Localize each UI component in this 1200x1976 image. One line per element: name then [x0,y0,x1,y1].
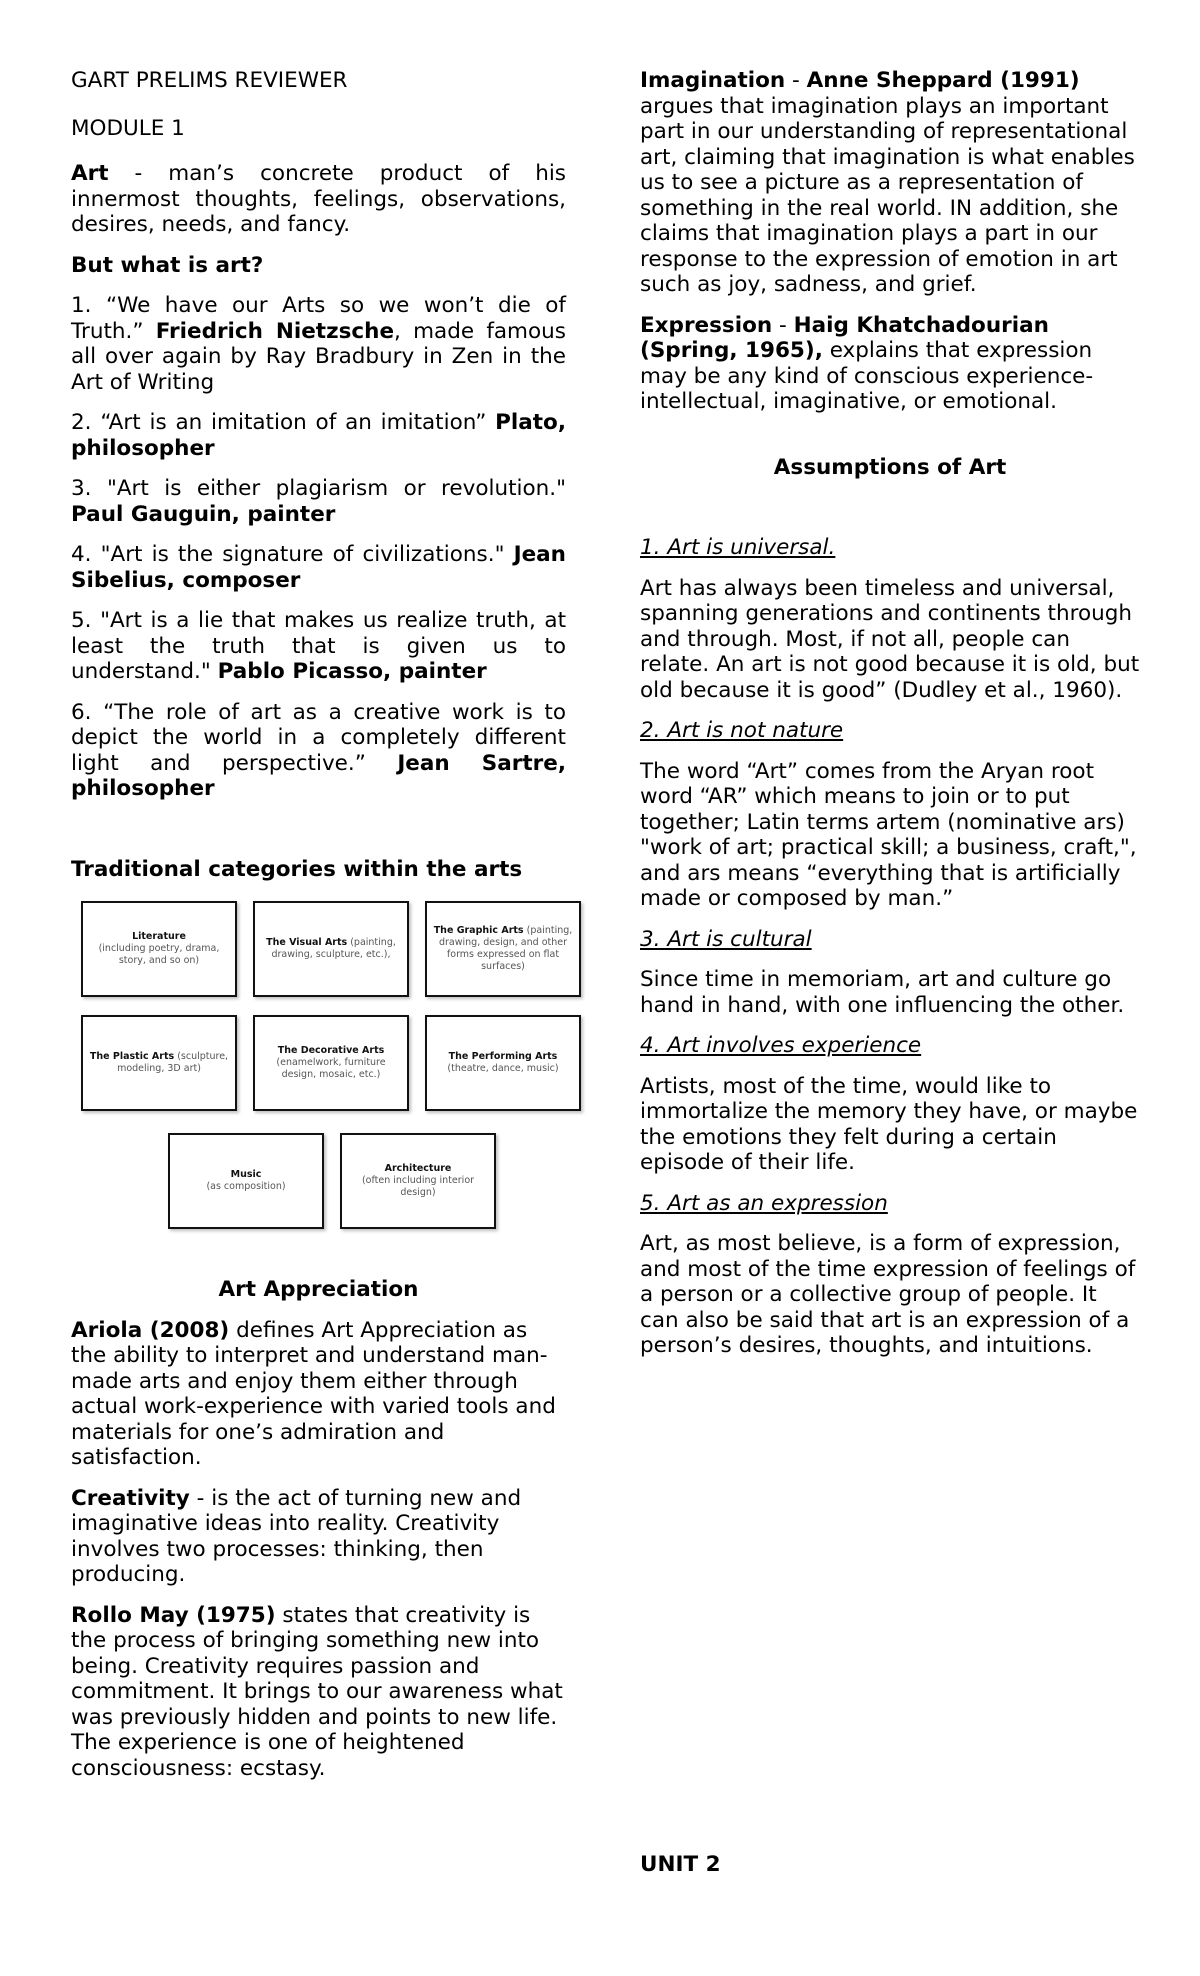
module-label: MODULE 1 [71,115,185,141]
imagination-paragraph: Imagination - Anne Sheppard (1991) argues that imagination plays an important part in our understanding of representational art, claiming that imagination is what enables us to see a picture as a representation of something in the real world. IN addition, she claims that imagination plays a part in our response to the expression of emotion in art such as joy, sadness, and grief. [640,68,1135,297]
category-card: The Decorative Arts (enamelwork, furniture design, mosaic, etc.) [253,1015,409,1111]
categories-heading: Traditional categories within the arts [71,856,523,882]
rollo-paragraph: Rollo May (1975) states that creativity is the process of bringing something new into being. Creativity requires passion and commitment. It brings to our awareness what was previously hidden and points to new life. The experience is one of heightened consciousness: ecstasy. [71,1602,563,1781]
quote-5: 5. "Art is a lie that makes us realize truth, at least the truth that is given us to understand." Pablo Picasso, painter [71,608,566,684]
quote-6: 6. “The role of art as a creative work is to depict the world in a completely different light and perspective.” Jean Sartre, philosopher [71,699,567,801]
creativity-paragraph: Creativity - is the act of turning new and imaginative ideas into reality. Creativity involves two processes: thinking, then producing. [71,1485,522,1587]
quote-1: 1. “We have our Arts so we won’t die of Truth.” Friedrich Nietzsche, made famous all over again by Ray Bradbury in Zen in the Art of Writing [71,293,566,395]
quote-4: 4. "Art is the signature of civilizations." Jean Sibelius, composer [71,542,566,593]
expression-paragraph: Expression - Haig Khatchadourian (Spring, 1965), explains that expression may be any kind of conscious experience-intellectual, imaginative, or emotional. [640,312,1094,414]
category-card: The Performing Arts (theatre, dance, music) [425,1015,581,1111]
category-card: Music (as composition) [168,1133,324,1229]
category-card: The Plastic Arts (sculpture, modeling, 3D art) [81,1015,237,1111]
assumption-heading: 1. Art is universal. [640,535,836,560]
category-card: Literature (including poetry, drama, story, and so on) [81,901,237,997]
art-term: Art [71,161,109,186]
assumption-text: The word “Art” comes from the Aryan root word “AR” which means to join or to put together; Latin terms artem (nominative ars) "work of art; practical skill; a business, craft,", and ars means “everything that is artificially made or composed by man.” [640,758,1137,911]
assumption-heading: 3. Art is cultural [640,926,812,952]
left-column [71,68,573,1796]
quote-2: 2. “Art is an imitation of an imitation” Plato, philosopher [71,410,566,461]
question-heading: But what is art? [71,252,264,278]
assumption-text: Art has always been timeless and universal, spanning generations and continents through and through. Most, if not all, people can relate. An art is not good because it is old, but old because it is good” (Dudley et al., 1960). [640,575,1140,703]
assumption-heading: 4. Art involves experience [640,1033,922,1058]
assumption-heading: 2. Art is not nature [640,718,844,743]
assumption-heading: 5. Art as an expression [640,1190,888,1216]
doc-title: GART PRELIMS REVIEWER [71,68,348,93]
assumptions-heading: Assumptions of Art [773,454,1007,480]
category-card: The Visual Arts (painting, drawing, sculpture, etc.), [253,901,409,997]
right-column [640,68,1140,1374]
assumption-text: Since time in memoriam, art and culture go hand in hand, with one influencing the other. [640,967,1125,1018]
category-card: Architecture (often including interior design) [340,1133,496,1229]
category-card: The Graphic Arts (painting, drawing, design, and other forms expressed on flat surfaces) [425,901,581,997]
ariola-paragraph: Ariola (2008) defines Art Appreciation as the ability to interpret and understand man-made arts and enjoy them either through actual work-experience with varied tools and materials for one’s admiration and satisfaction. [71,1317,556,1470]
assumption-text: Artists, most of the time, would like to immortalize the memory they have, or maybe the emotions they felt during a certain episode of their life. [640,1073,1138,1175]
unit-label: UNIT 2 [640,1852,721,1877]
quote-3: 3. "Art is either plagiarism or revolution." Paul Gauguin, painter [71,476,566,527]
assumption-text: Art, as most believe, is a form of expression, and most of the time expression of feelings of a person or a collective group of people. It can also be said that art is an expression of a person’s desires, thoughts, and intuitions. [640,1231,1136,1358]
art-definition: Art - man’s concrete product of his innermost thoughts, feelings, observations, desires, needs, and fancy. [71,161,566,237]
categories-grid [71,897,576,1237]
appreciation-heading: Art Appreciation [218,1277,419,1302]
